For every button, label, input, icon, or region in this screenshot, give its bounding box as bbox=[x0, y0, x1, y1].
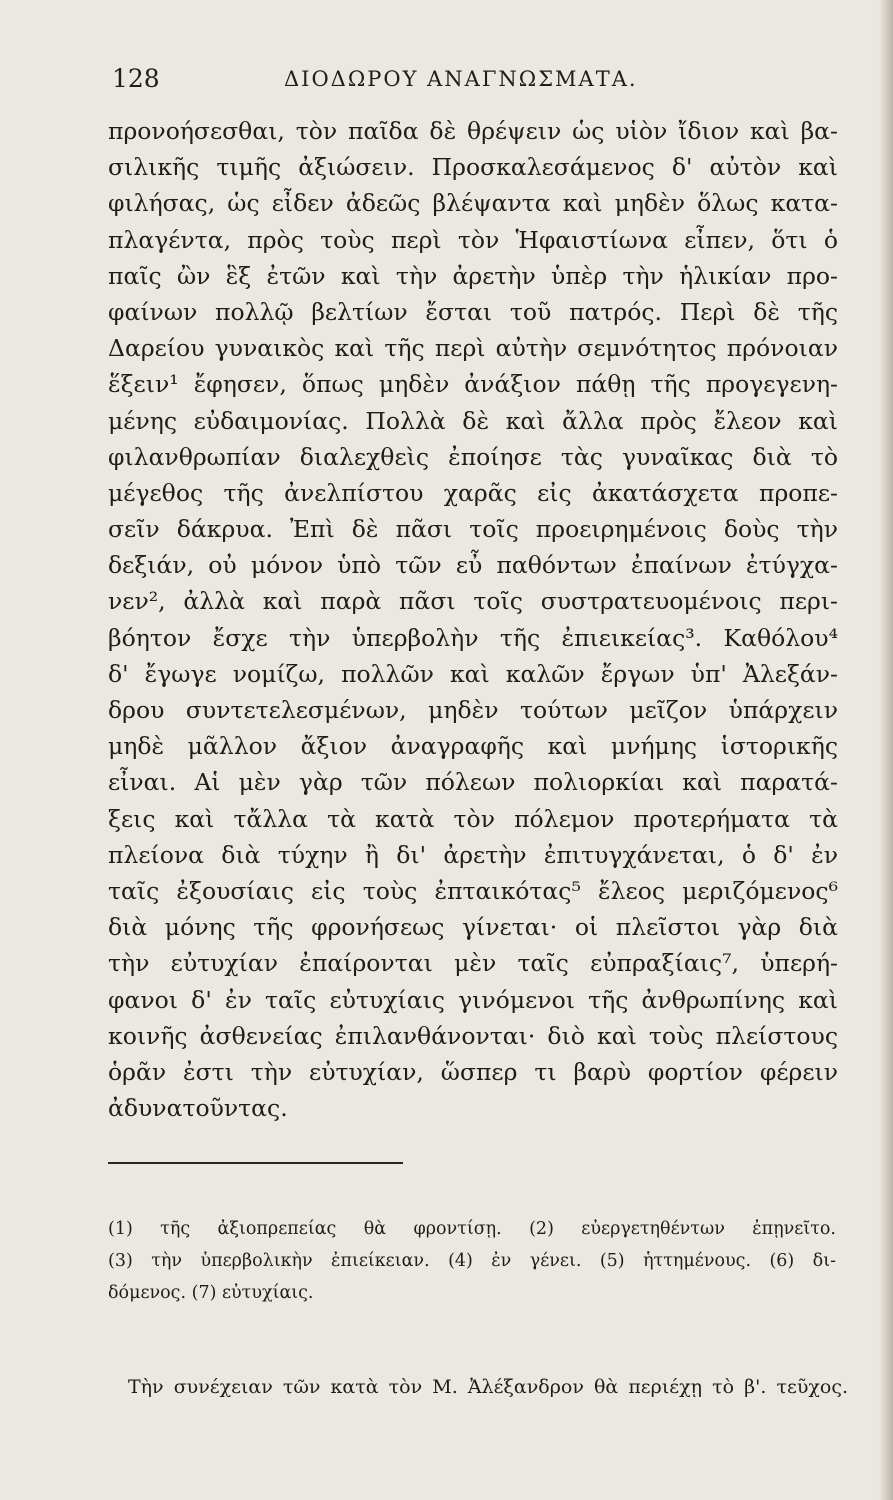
text-line: κοινῆς ἀσθενείας ἐπιλανθάνονται· διὸ καὶ τοὺς πλείστους bbox=[108, 1021, 838, 1050]
text-line: σεῖν δάκρυα. Ἐπὶ δὲ πᾶσι τοῖς προειρημένοις δοὺς τὴν bbox=[108, 515, 838, 544]
text-line: φιλανθρωπίαν διαλεχθεὶς ἐποίησε τὰς γυναῖκας διὰ τὸ bbox=[108, 442, 838, 471]
footnotes bbox=[108, 1213, 836, 1309]
text-line: μένης εὐδαιμονίας. Πολλὰ δὲ καὶ ἄλλα πρὸς ἔλεον καὶ bbox=[108, 406, 838, 435]
text-line: μέγεθος τῆς ἀνελπίστου χαρᾶς εἰς ἀκατάσχετα προπε- bbox=[108, 478, 838, 507]
text-line: τὴν εὐτυχίαν ἐπαίρονται μὲν ταῖς εὐπραξίαις⁷, ὑπερή- bbox=[108, 949, 838, 978]
text-line: φανοι δ' ἐν ταῖς εὐτυχίαις γινόμενοι τῆς ἀνθρωπίνης καὶ bbox=[108, 985, 838, 1014]
text-line: ξεις καὶ τἄλλα τὰ κατὰ τὸν πόλεμον προτερήματα τὰ bbox=[108, 804, 838, 833]
text-line: βόητον ἔσχε τὴν ὑπερβολὴν τῆς ἐπιεικείας³. Καθόλου⁴ bbox=[108, 623, 838, 652]
footnote-line: (1) τῆς ἀξιοπρεπείας θὰ φροντίσῃ. (2) εὐεργετηθέντων ἐπῃνεῖτο. bbox=[108, 1219, 836, 1239]
text-line: ὁρᾶν ἐστι τὴν εὐτυχίαν, ὥσπερ τι βαρὺ φορτίον φέρειν bbox=[108, 1057, 838, 1086]
text-line: σιλικῆς τιμῆς ἀξιώσειν. Προσκαλεσάμενος δ' αὐτὸν καὶ bbox=[108, 153, 838, 182]
text-line: πλείονα διὰ τύχην ἢ δι' ἀρετὴν ἐπιτυγχάνεται, ὁ δ' ἐν bbox=[108, 840, 838, 869]
continuation-note: Τὴν συνέχειαν τῶν κατὰ τὸν Μ. Ἀλέξανδρον θὰ περιέχῃ τὸ β'. τεῦχος. bbox=[128, 1376, 848, 1398]
text-line: πλαγέντα, πρὸς τοὺς περὶ τὸν Ἡφαιστίωνα εἶπεν, ὅτι ὁ bbox=[108, 225, 838, 254]
page-number: 128 bbox=[112, 64, 160, 93]
text-line: δρου συντετελεσμένων, μηδὲν τούτων μεῖζον ὑπάρχειν bbox=[108, 696, 838, 724]
text-line: δ' ἔγωγε νομίζω, πολλῶν καὶ καλῶν ἔργων ὑπ' Ἀλεξάν- bbox=[108, 659, 838, 688]
text-line: διὰ μόνης τῆς φρονήσεως γίνεται· οἱ πλεῖστοι γὰρ διὰ bbox=[108, 913, 838, 942]
text-line: φιλήσας, ὡς εἶδεν ἀδεῶς βλέψαντα καὶ μηδὲν ὅλως κατα- bbox=[108, 189, 838, 218]
text-line: φαίνων πολλῷ βελτίων ἔσται τοῦ πατρός. Περὶ δὲ τῆς bbox=[108, 297, 838, 326]
text-line: προνοήσεσθαι, τὸν παῖδα δὲ θρέψειν ὡς υἱὸν ἴδιον καὶ βα- bbox=[108, 117, 838, 145]
text-line: νεν², ἀλλὰ καὶ παρὰ πᾶσι τοῖς συστρατευομένοις περι- bbox=[108, 587, 838, 616]
footnote-rule bbox=[108, 1162, 403, 1164]
text-line: δεξιάν, οὐ μόνον ὑπὸ τῶν εὖ παθόντων ἐπαίνων ἐτύγχα- bbox=[108, 551, 838, 580]
text-line: Δαρείου γυναικὸς καὶ τῆς περὶ αὐτὴν σεμνότητος πρόνοιαν bbox=[108, 334, 838, 363]
body-text bbox=[108, 113, 838, 1126]
footnote-line: (3) τὴν ὑπερβολικὴν ἐπιείκειαν. (4) ἐν γένει. (5) ἡττημένους. (6) δι- bbox=[108, 1251, 836, 1271]
text-line: παῖς ὢν ἓξ ἐτῶν καὶ τὴν ἀρετὴν ὑπὲρ τὴν ἡλικίαν προ- bbox=[108, 261, 838, 290]
text-line: μηδὲ μᾶλλον ἄξιον ἀναγραφῆς καὶ μνήμης ἱστορικῆς bbox=[108, 732, 838, 761]
running-title: ΔΙΟΔΩΡΟΥ ΑΝΑΓΝΩΣΜΑΤΑ. bbox=[284, 67, 638, 91]
footnote-line: δόμενος. (7) εὐτυχίαις. bbox=[108, 1283, 314, 1303]
text-line: ἕξειν¹ ἔφησεν, ὅπως μηδὲν ἀνάξιον πάθῃ τῆς προγεγενη- bbox=[108, 370, 838, 399]
text-line: εἶναι. Αἱ μὲν γὰρ τῶν πόλεων πολιορκίαι καὶ παρατά- bbox=[108, 768, 838, 797]
page-edge-shadow bbox=[879, 0, 893, 1500]
text-line: ἀδυνατοῦντας. bbox=[108, 1094, 288, 1123]
text-line: ταῖς ἐξουσίαις εἰς τοὺς ἐπταικότας⁵ ἔλεος μεριζόμενος⁶ bbox=[108, 876, 838, 905]
page-header bbox=[112, 62, 742, 96]
